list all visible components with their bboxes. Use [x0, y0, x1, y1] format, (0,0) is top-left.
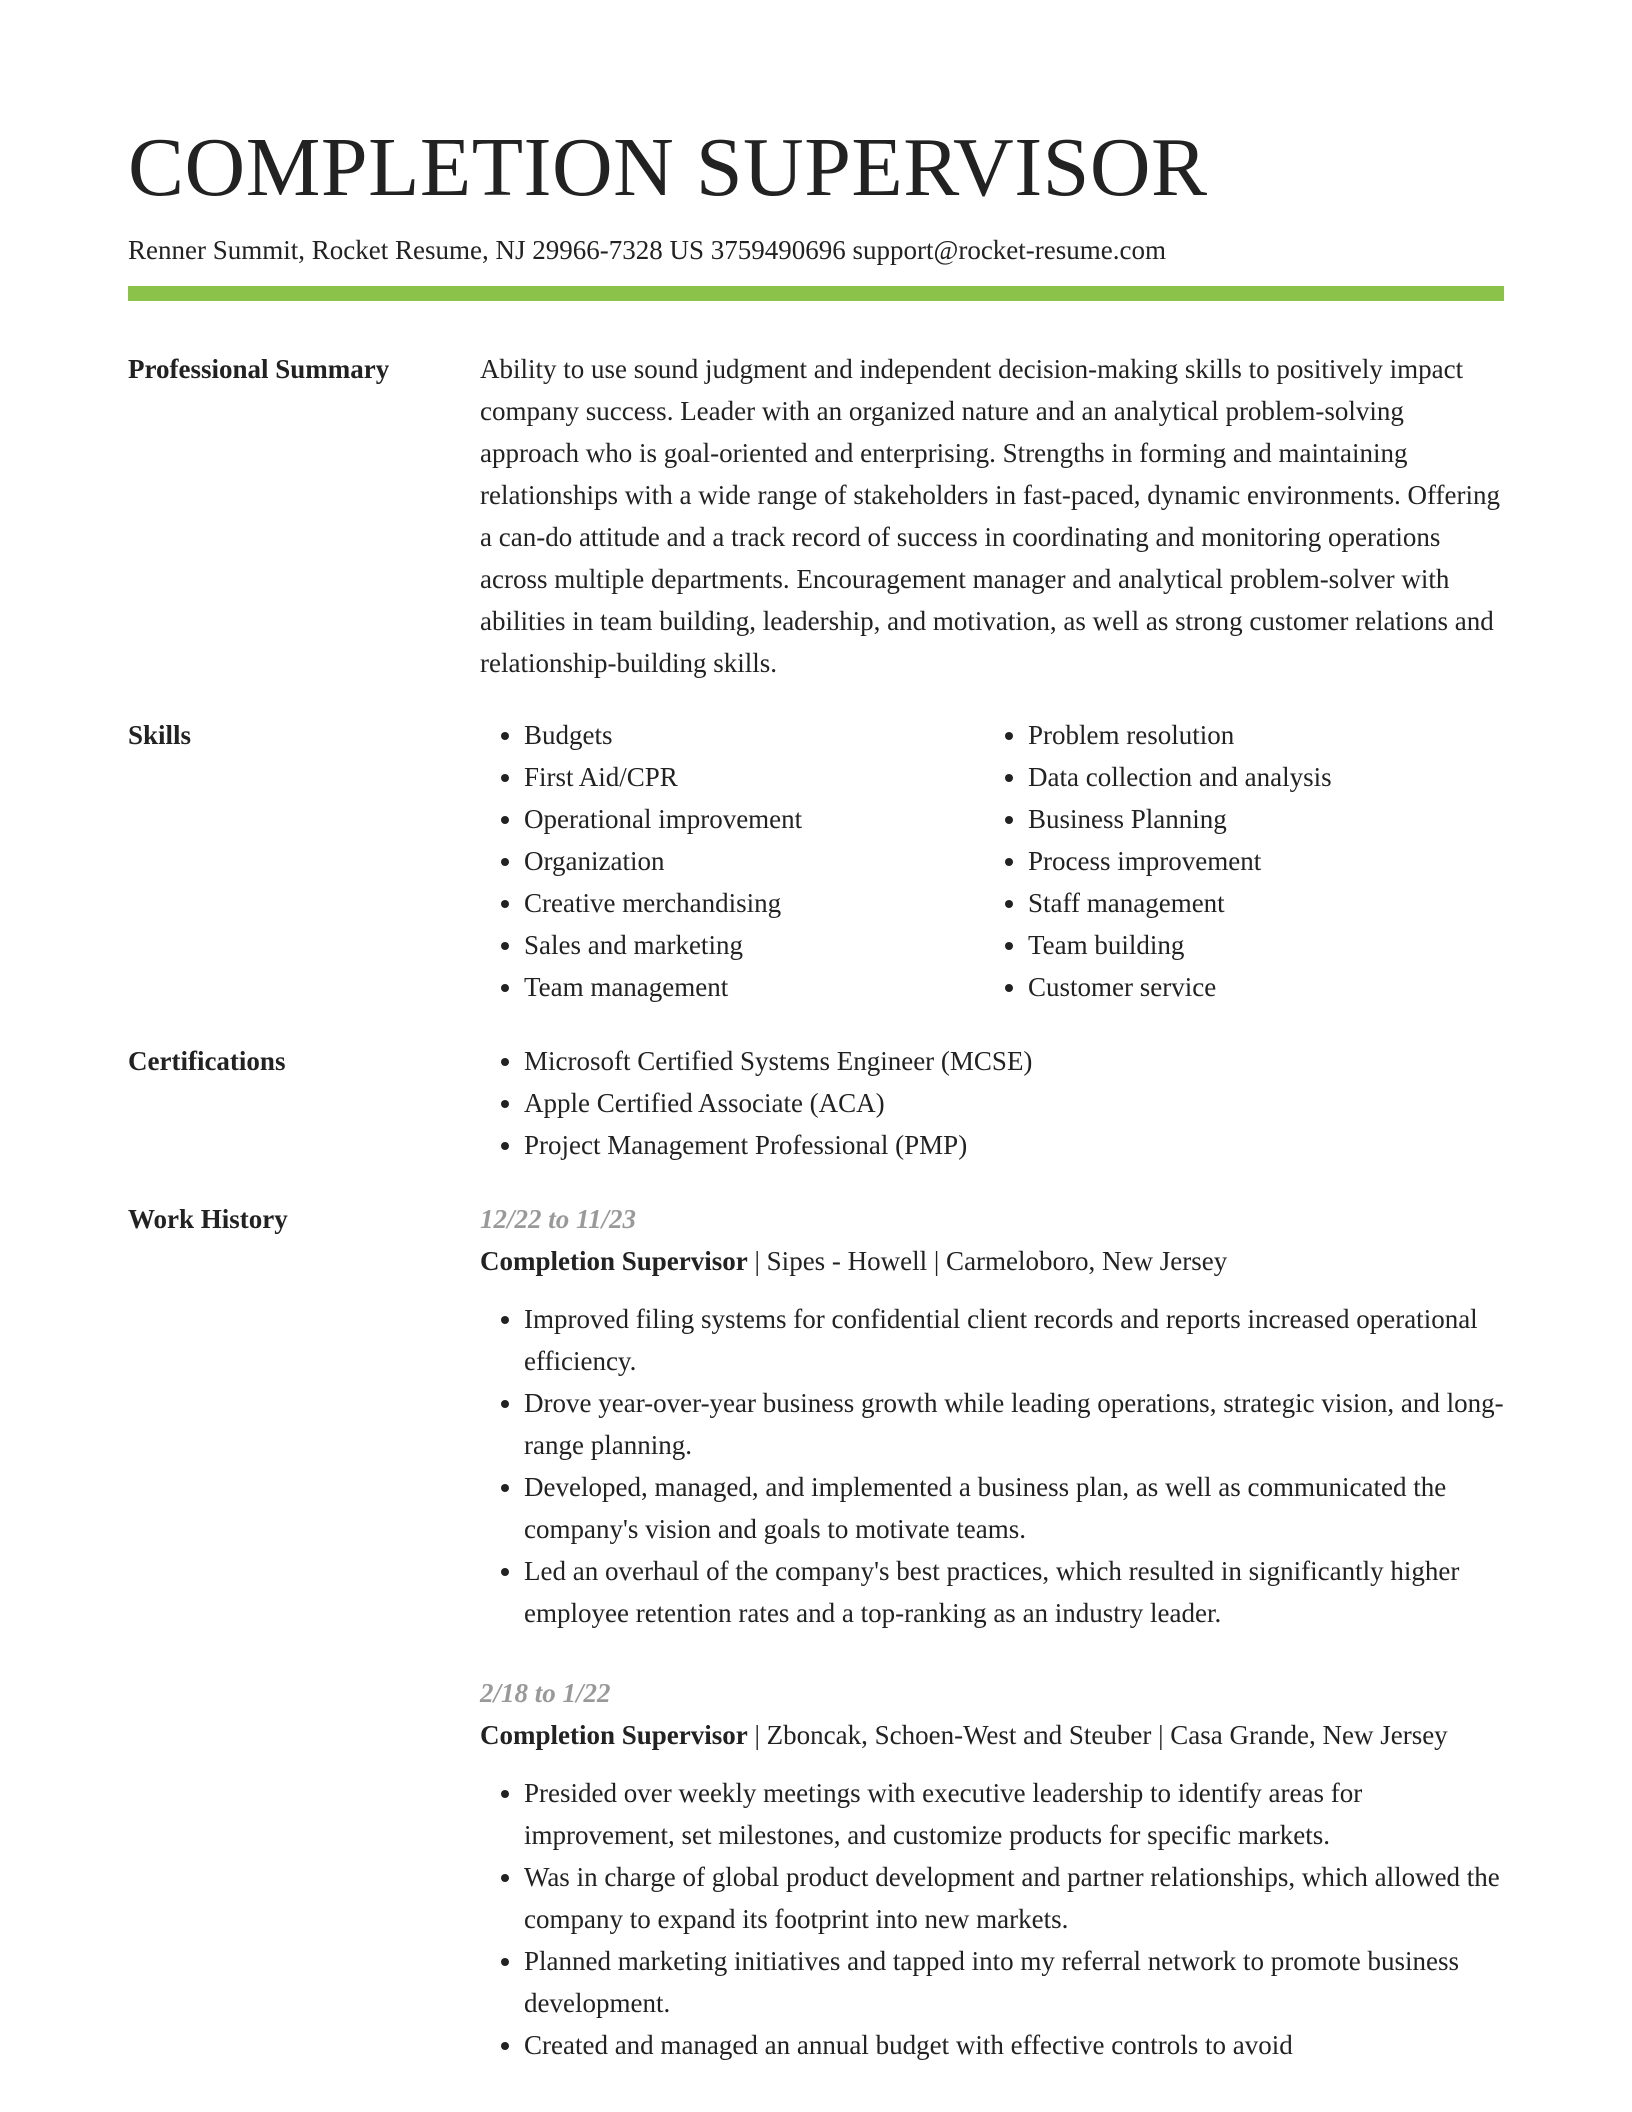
skills-list-right: [984, 714, 1488, 1008]
job-bullet: • Led an overhaul of the company's best practices, which resulted in significantly higher employee retention rates and a top-ranking as an industry leader.: [524, 1550, 1504, 1634]
job-dates: 12/22 to 11/23: [480, 1204, 637, 1234]
summary-text: Ability to use sound judgment and independent decision-making skills to positively impact company success. Leader with an organized nature and an analytical problem-solving approach who is goal-oriented and enterprising. Strengths in forming and maintaining relationships with a wide range of stakeholders in fast-paced, dynamic environments. Offering a can-do attitude and a track record of success in coordinating and monitoring operations across multiple departments. Encouragement manager and analytical problem-solver with abilities in team building, leadership, and motivation, as well as strong customer relations and relationship-building skills.: [480, 354, 1500, 678]
job-bullet: • Developed, managed, and implemented a business plan, as well as communicated the company's vision and goals to motivate teams.: [524, 1466, 1504, 1550]
job-entry: [480, 1198, 1504, 1634]
skill-item: • Process improvement: [1028, 840, 1488, 882]
skills-columns: [480, 714, 1504, 1008]
skill-item: • Team building: [1028, 924, 1488, 966]
job-dates: 2/18 to 1/22: [480, 1678, 611, 1708]
summary-body: [480, 348, 1504, 684]
certification-item: • Apple Certified Associate (ACA): [524, 1082, 1504, 1124]
job-bullets: [480, 1298, 1504, 1634]
skill-item: • Sales and marketing: [524, 924, 984, 966]
certifications-list: [480, 1040, 1504, 1166]
skill-item: • Team management: [524, 966, 984, 1008]
job-bullet: • Planned marketing initiatives and tapped into my referral network to promote business development.: [524, 1940, 1504, 2024]
job-bullet: • Drove year-over-year business growth while leading operations, strategic vision, and long-range planning.: [524, 1382, 1504, 1466]
skill-item: • Problem resolution: [1028, 714, 1488, 756]
job-bullet: • Was in charge of global product development and partner relationships, which allowed the company to expand its footprint into new markets.: [524, 1856, 1504, 1940]
skill-item: • Staff management: [1028, 882, 1488, 924]
skills-body: [480, 714, 1504, 1008]
skill-item: • Budgets: [524, 714, 984, 756]
job-title: Completion Supervisor: [480, 1246, 748, 1276]
job-bullet: • Created and managed an annual budget with effective controls to avoid: [524, 2024, 1504, 2066]
job-details: | Zboncak, Schoen-West and Steuber | Casa Grande, New Jersey: [747, 1720, 1448, 1750]
job-heading: [480, 1714, 1504, 1756]
skill-item: • Customer service: [1028, 966, 1488, 1008]
certification-item: • Project Management Professional (PMP): [524, 1124, 1504, 1166]
certification-item: • Microsoft Certified Systems Engineer (MCSE): [524, 1040, 1504, 1082]
section-label-summary: Professional Summary: [128, 354, 390, 384]
work-history-body: [480, 1198, 1504, 2104]
job-bullet: • Improved filing systems for confidential client records and reports increased operational efficiency.: [524, 1298, 1504, 1382]
skill-item: • Operational improvement: [524, 798, 984, 840]
header-divider: [128, 286, 1504, 301]
skill-item: • Business Planning: [1028, 798, 1488, 840]
job-bullet: • Presided over weekly meetings with executive leadership to identify areas for improvement, set milestones, and customize products for specific markets.: [524, 1772, 1504, 1856]
job-title: Completion Supervisor: [480, 1720, 748, 1750]
job-heading: [480, 1240, 1504, 1282]
resume-title: COMPLETION SUPERVISOR: [128, 121, 1208, 214]
skills-list-left: [480, 714, 984, 1008]
skill-item: • Data collection and analysis: [1028, 756, 1488, 798]
section-label-certifications: Certifications: [128, 1046, 286, 1076]
contact-line: Renner Summit, Rocket Resume, NJ 29966-7328 US 3759490696 support@rocket-resume.com: [128, 235, 1166, 265]
job-entry: [480, 1672, 1504, 2066]
section-label-work-history: Work History: [128, 1204, 288, 1234]
section-label-skills: Skills: [128, 720, 192, 750]
skill-item: • Organization: [524, 840, 984, 882]
skill-item: • First Aid/CPR: [524, 756, 984, 798]
job-bullets: [480, 1772, 1504, 2066]
skill-item: • Creative merchandising: [524, 882, 984, 924]
certifications-body: [480, 1040, 1504, 1166]
job-details: | Sipes - Howell | Carmeloboro, New Jersey: [747, 1246, 1228, 1276]
